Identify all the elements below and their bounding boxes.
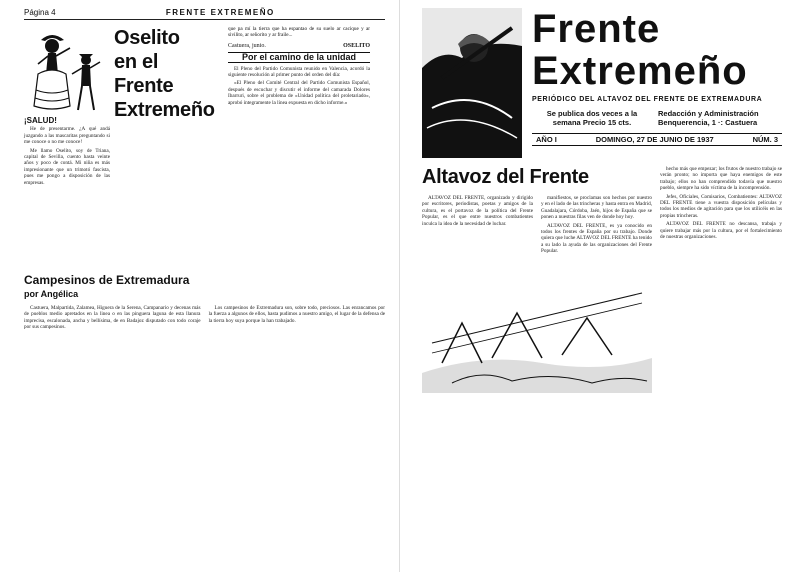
campesinos-section — [24, 274, 385, 333]
paragraph: Los campesinos de Extremadura son, sobre todo, preciosos. Las enrancamos por la fuerza a algunos de ellos, hasta pudimos a nuestro amigo, el lugar de la defensa de la tierra hoy suya porque la han trabajado. — [208, 305, 385, 324]
section-title — [24, 274, 385, 301]
section-byline: por Angélica — [24, 289, 79, 299]
paragraph: ALTAVOZ DEL FRENTE, organizado y dirigido por escritores, periodistas, poetas y amigos de la cultura, es el portavoz de la política del Frente Popular, es el que entre nuestros combatientes inculca la idea de la necesidad de luchar. — [422, 195, 533, 227]
issue-line — [532, 133, 782, 146]
section-subhead: Por el camino de la unidad — [228, 52, 370, 62]
trench-drawing — [422, 263, 652, 393]
column-left — [24, 26, 110, 266]
page-number: Página 4 — [24, 8, 56, 17]
title-line: Oselito — [114, 27, 180, 49]
dancer-illustration — [24, 26, 110, 116]
paragraph: He de presentarme. ¿A qué andá juzgando a las mascaritas preguntando si me conoce o no me conoce! — [24, 126, 110, 146]
paragraph: Jefes, Oficiales, Comisarios, Combatientes: ALTAVOZ DEL FRENTE tiene a vuestra disposición películas y todos los medios de agitación para que los utilicéis en las propias trincheras. — [660, 193, 782, 219]
paragraph: El Pleno del Partido Comunista reunido en Valencia, acordó la siguiente resolución al primer punto del orden del día: — [228, 65, 370, 79]
front-body — [422, 166, 782, 393]
paragraph: hecho más que empezar; los frutos de nuestro trabajo se verán pronto; no importa que haya enemigos de este trabajo; ellos no han comprendido todavía que nuestro pueblo, siempre ha sido víctima de la incomprensión. — [660, 166, 782, 192]
lead-article — [422, 166, 652, 393]
issue-number: NÚM. 3 — [752, 135, 778, 144]
intro-text — [24, 126, 110, 186]
signature-place: Castuera, junio. — [228, 42, 266, 49]
paragraph: Castuera, Malpartida, Zalamea, Higuera de la Serena, Campanario y decenas más de pueblos medio apretados en la linea o en las pinguera laguna de esta llanura imprecisa, escalonada, ancha y bellísima, de en Badajoz disputado con todo coraje por sus campesinos. — [24, 305, 201, 331]
article-title — [114, 26, 220, 122]
paragraph: que pa mí la tierra que ha espantao de su suelo ar cacique y ar sivilito, ar señorito y ar fraile... — [228, 26, 370, 39]
column — [209, 305, 386, 333]
paragraph: manifiestos, se proclamas son hechos por nuestro y en el lado de las trincheras y hasta entra en Madrid, Guadalajara, Córdoba, Jaén, hijos de España que se ponen a nuestras filas ven de donde hoy hoy. — [541, 195, 652, 221]
headline: Altavoz del Frente — [422, 166, 589, 188]
soldier-illustration — [422, 8, 522, 158]
page-1 — [400, 0, 800, 572]
lead-columns — [422, 195, 652, 257]
front-header — [422, 8, 782, 158]
salutation: ¡SALUD! — [24, 116, 57, 125]
publication-info — [532, 109, 782, 127]
section-columns — [24, 305, 385, 333]
title-line: en el — [114, 51, 159, 73]
column-right — [220, 26, 370, 266]
title-line: Frente — [114, 75, 174, 97]
signature-name: OSELITO — [343, 42, 370, 49]
paragraph: ALTAVOZ DEL FRENTE, es ya conocido en todos los frentes de España por su trabajo. Donde quiera que luche ALTAVOZ DEL FRENTE ha tenido a su lado la ayuda de las organizaciones del Frente Popular. — [541, 222, 652, 255]
frequency-price: Se publica dos veces a la semana Precio 15 cts. — [546, 109, 638, 127]
column — [422, 195, 533, 257]
issue-date: DOMINGO, 27 DE JUNIO DE 1937 — [595, 135, 714, 144]
right-text — [660, 166, 782, 240]
newspaper-title: Frente Extremeño — [532, 7, 748, 93]
editorial-address: Redacción y Administración Benquerencia, 1 ·: Castuera — [658, 109, 759, 127]
masthead — [522, 8, 782, 158]
newspaper-subtitle: PERIÓDICO DEL ALTAVOZ DEL FRENTE DE EXTREMADURA — [532, 96, 763, 103]
column-title — [110, 26, 220, 266]
unity-text — [228, 66, 370, 106]
column — [541, 195, 652, 257]
title-line: Extremeño — [114, 99, 215, 121]
right-column — [660, 166, 782, 393]
column — [24, 305, 201, 333]
paragraph: Me llamo Oselito, soy de Triana, capital de Sevilla, cuento hasta veinte años y poco de contá. Mi niña es más impresionante que un trimotó fascista, pues me pongo a disposición de las empresas. — [24, 147, 110, 186]
running-masthead: FRENTE EXTREMEÑO — [165, 8, 275, 17]
signature — [228, 43, 370, 49]
top-section — [24, 26, 385, 266]
section-title-text: Campesinos de Extremadura — [24, 273, 190, 287]
paragraph: ALTAVOZ DEL FRENTE no descansa, trabaja y quiere trabajar más por la cultura, por el fortalecimiento de nuestras organizaciones. — [660, 221, 782, 241]
issue-year: AÑO I — [536, 135, 557, 144]
paragraph: «El Pleno del Comité Central del Partido Comunista Español, después de escuchar y discutir el informe del camarada Dolores Ibarruri, sobre el problema de «Unidad política del proletariado», aprobó íntegramente la línea expuesta en dicho informe.» — [228, 80, 370, 106]
page-header — [24, 8, 385, 20]
